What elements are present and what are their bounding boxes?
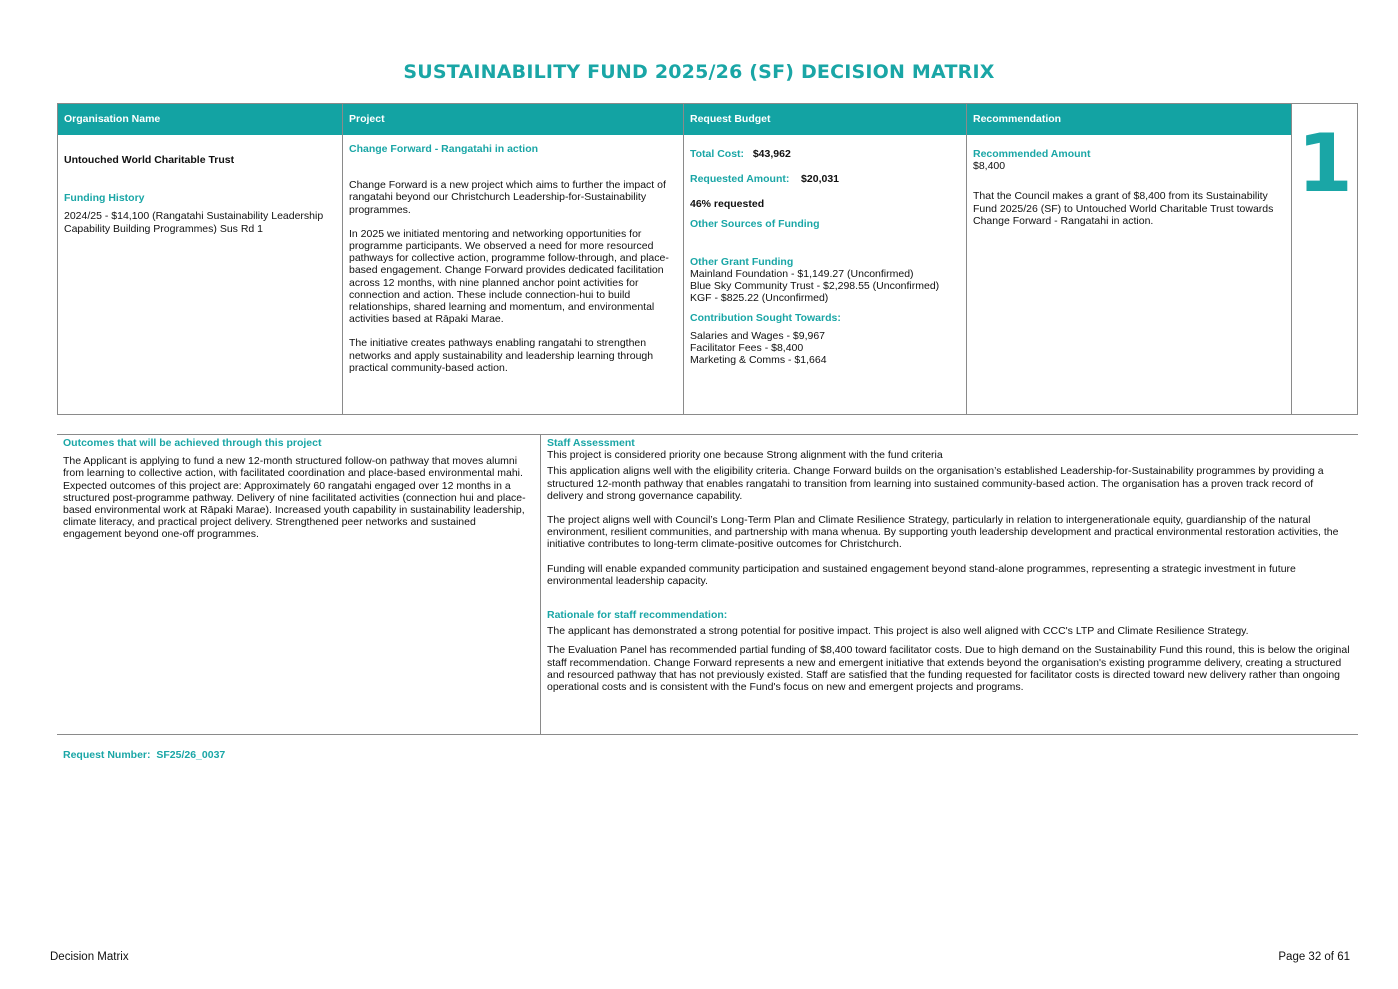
budget-header: Request Budget bbox=[684, 104, 966, 135]
total-cost-value: $43,962 bbox=[752, 148, 791, 160]
request-number-value: SF25/26_0037 bbox=[156, 749, 226, 761]
request-number-label: Request Number: bbox=[63, 749, 151, 761]
outcomes-text: The Applicant is applying to fund a new 12-month structured follow-on pathway that moves alumni from learning to collective action, with facilitated coordination and place-based environmental mahi. Expected outcomes of this project are: Approximately 60 rangatahi engaged over 12 months in a structured post-programme pathway. Delivery of nine facilitated activities (connection hui and place-based environmental work at Rāpaki Marae). Increased youth capability in sustainability leadership, climate literacy, and practical project delivery. Strengthened peer networks and sustained engagement beyond one-off programmes. bbox=[63, 455, 526, 541]
contribution-item: Marketing & Comms - $1,664 bbox=[690, 354, 827, 367]
staff-assessment-para-3: Funding will enable expanded community participation and sustained engagement beyond stand-alone programmes, representing a strategic investment in future environmental leadership capacity. bbox=[547, 562, 1296, 587]
requested-amount-value: $20,031 bbox=[801, 173, 840, 186]
recommendation-header: Recommendation bbox=[967, 104, 1291, 135]
project-header: Project bbox=[343, 104, 683, 135]
percent-requested: 46% requested bbox=[690, 198, 765, 211]
contribution-label: Contribution Sought Towards: bbox=[690, 311, 841, 324]
organisation-column bbox=[58, 104, 343, 414]
requested-amount-row bbox=[690, 173, 960, 185]
recommended-amount-label: Recommended Amount bbox=[973, 148, 1091, 160]
staff-assessment-para-2: The project aligns well with Council’s Long-Term Plan and Climate Resilience Strategy, particularly in relation to intergenerationale equity, guardianship of the natural environment, resilient communities, and partnership with mana whenua. By supporting youth leadership development and practical environmental restoration activities, the initiative contributes to long-term climate-positive outcomes for Christchurch. bbox=[547, 514, 1339, 551]
funding-history-label: Funding History bbox=[64, 192, 145, 205]
other-grant-label: Other Grant Funding bbox=[690, 255, 794, 268]
staff-assessment-para-1: This application aligns well with the eligibility criteria. Change Forward builds on the organisation’s established Leadership-for-Sustainability programmes by providing a structured 12-month pathway that enables rangatahi to transition from learning into sustained community-based action. The organisation has a proven track record of delivery and strong governance capability. bbox=[547, 465, 1324, 502]
recommendation-text: That the Council makes a grant of $8,400 from its Sustainability Fund 2025/26 (SF) to Untouched World Charitable Trust towards Change Forward - Rangatahi in action. bbox=[973, 190, 1274, 227]
request-number bbox=[63, 749, 225, 761]
staff-assessment-panel bbox=[541, 435, 1358, 734]
staff-assessment-label: Staff Assessment bbox=[547, 437, 635, 449]
project-column bbox=[343, 104, 684, 414]
footer-title: Decision Matrix bbox=[50, 951, 129, 963]
budget-column bbox=[684, 104, 967, 414]
total-cost-label: Total Cost: bbox=[690, 148, 745, 160]
contribution-item: Salaries and Wages - $9,967 bbox=[690, 329, 826, 342]
staff-priority-text: This project is considered priority one because Strong alignment with the fund criteria bbox=[547, 449, 943, 462]
total-cost-row bbox=[690, 148, 960, 160]
page-number: Page 32 of 61 bbox=[1278, 951, 1350, 963]
assessment-section bbox=[57, 434, 1358, 735]
recommended-amount-value: $8,400 bbox=[973, 160, 1006, 173]
project-description-1: Change Forward is a new project which aims to further the impact of rangatahi beyond our Christchurch Leadership-for-Sustainability programmes. bbox=[349, 179, 666, 216]
other-grant-item: Mainland Foundation - $1,149.27 (Unconfirmed) bbox=[690, 268, 914, 281]
contribution-item: Facilitator Fees - $8,400 bbox=[690, 342, 804, 355]
priority-column bbox=[1292, 104, 1358, 414]
other-grant-item: Blue Sky Community Trust - $2,298.55 (Unconfirmed) bbox=[690, 280, 940, 293]
rationale-text-2: The Evaluation Panel has recommended partial funding of $8,400 toward facilitator costs. Due to high demand on the Sustainability Fund this round, this is below the original staff recommendation. Change Forward represents a new and emergent initiative that extends beyond the organisation's existing programme delivery, creating a structured and resourced pathway that has not previously existed. Staff are satisfied that the funding requested for facilitator costs is directed toward new delivery rather than ongoing operational costs and is consistent with the Fund's focus on new and emergent projects and programs. bbox=[547, 644, 1350, 694]
project-title: Change Forward - Rangatahi in action bbox=[349, 143, 539, 155]
page-title: SUSTAINABILITY FUND 2025/26 (SF) DECISION MATRIX bbox=[403, 61, 995, 83]
other-sources-label: Other Sources of Funding bbox=[690, 217, 820, 230]
other-grant-item: KGF - $825.22 (Unconfirmed) bbox=[690, 292, 829, 305]
decision-matrix-table bbox=[57, 103, 1358, 415]
outcomes-panel bbox=[57, 435, 541, 734]
outcomes-label: Outcomes that will be achieved through this project bbox=[63, 437, 322, 449]
organisation-name: Untouched World Charitable Trust bbox=[64, 154, 235, 166]
rationale-text-1: The applicant has demonstrated a strong potential for positive impact. This project is also well aligned with CCC's LTP and Climate Resilience Strategy. bbox=[547, 625, 1249, 638]
rationale-label: Rationale for staff recommendation: bbox=[547, 609, 728, 622]
funding-history-text: 2024/25 - $14,100 (Rangatahi Sustainability Leadership Capability Building Programmes) Sus Rd 1 bbox=[64, 210, 324, 235]
priority-number: 1 bbox=[1297, 117, 1353, 210]
recommendation-column bbox=[967, 104, 1292, 414]
organisation-header: Organisation Name bbox=[58, 104, 342, 135]
project-description-3: The initiative creates pathways enabling rangatahi to strengthen networks and apply sustainability and leadership learning through practical community-based action. bbox=[349, 337, 654, 374]
project-description-2: In 2025 we initiated mentoring and networking opportunities for programme participants. We observed a need for more resourced pathways for collective action, programme follow-through, and place-based engagement. Change Forward provides dedicated facilitation across 12 months, with nine planned anchor point activities for connection and action. These include connection-hui to build relationships, shared learning and momentum, and environmental activities based at Rāpaki Marae. bbox=[349, 227, 669, 326]
requested-amount-label: Requested Amount: bbox=[690, 173, 790, 186]
